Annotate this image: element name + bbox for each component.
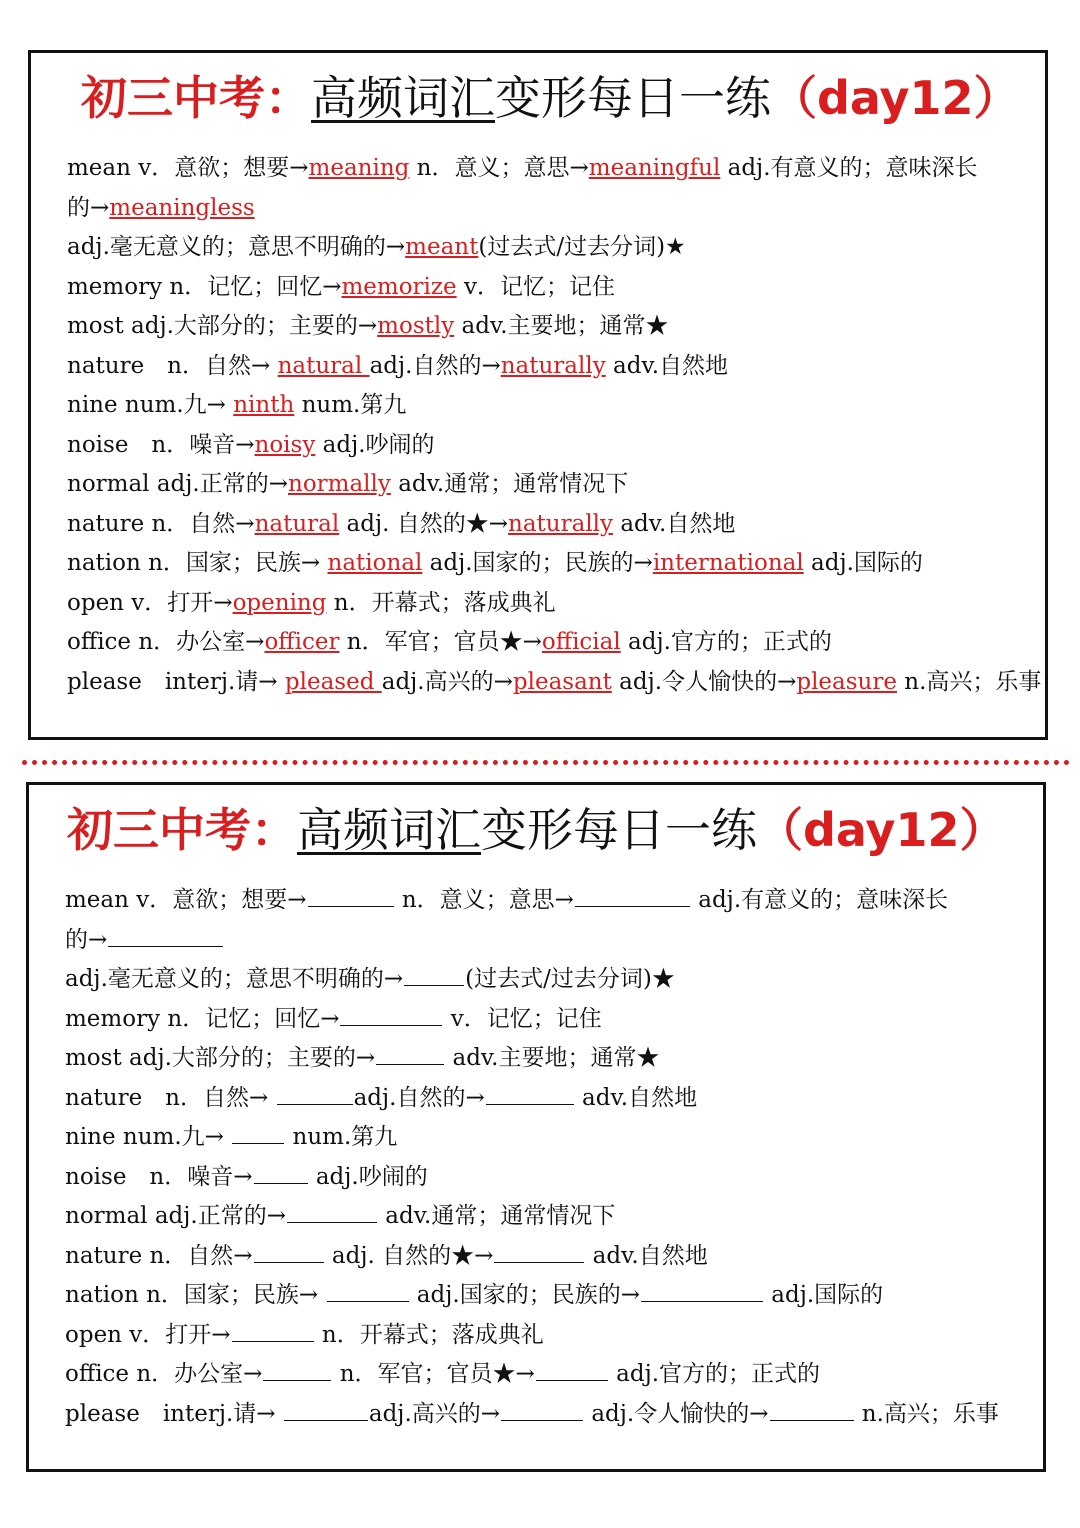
line-text: adj.有意义的；意味深长 [690, 887, 949, 913]
dotted-separator [22, 760, 1070, 765]
line-text: adv.自然地 [613, 510, 736, 537]
line-text: 的→ [65, 926, 108, 953]
line-text: num.第九 [285, 1124, 398, 1150]
title-rest: 变形每日一练 [481, 803, 757, 857]
vocab-line [67, 505, 1035, 545]
line-text: adj.国际的 [803, 550, 923, 576]
vocab-line [67, 386, 1035, 426]
answer-card [28, 50, 1048, 740]
answer-lines [67, 149, 1042, 702]
line-text: adj.吵闹的 [315, 431, 435, 458]
answer-blank[interactable] [404, 963, 464, 986]
line-text: adj.有意义的；意味深长 [720, 155, 978, 181]
answer-word: international [652, 550, 804, 576]
line-text: adj.毫无意义的；意思不明确的→ [65, 966, 404, 992]
line-text: nature n．自然→ [67, 510, 255, 537]
line-text: nine num.九→ [65, 1124, 232, 1150]
line-text: adj.令人愉快的→ [611, 668, 797, 695]
line-text: please interj.请→ [67, 668, 285, 695]
vocab-line [67, 307, 1035, 347]
card-title [81, 67, 1020, 129]
vocab-line [65, 1118, 1033, 1158]
line-text: adj. 自然的★→ [339, 510, 509, 537]
line-text: n.高兴；乐事 [896, 668, 1042, 695]
vocab-line [65, 1316, 1033, 1356]
line-text: adj.高兴的→ [381, 668, 513, 695]
title-underlined: 高频词汇 [297, 803, 481, 857]
line-text: open v．打开→ [65, 1321, 231, 1348]
answer-word: memorize [341, 273, 457, 300]
title-day: （day12） [771, 71, 1020, 125]
title-day: （day12） [757, 803, 1006, 857]
vocab-line [67, 584, 1035, 624]
vocab-line [65, 1079, 1033, 1119]
answer-blank[interactable] [486, 1082, 574, 1105]
line-text: adv.通常；通常情况下 [378, 1203, 616, 1229]
line-text: adj.国家的；民族的→ [422, 550, 653, 576]
line-text: adv.主要地；通常★ [454, 313, 669, 339]
line-text: office n．办公室→ [65, 1361, 263, 1387]
vocab-line [65, 921, 1033, 961]
answer-word: noisy [254, 431, 316, 458]
line-text: office n．办公室→ [67, 629, 265, 655]
answer-blank[interactable] [232, 1319, 314, 1342]
answer-blank[interactable] [376, 1042, 444, 1065]
line-text: nature n．自然→ [65, 1242, 253, 1269]
line-text: adj.官方的；正式的 [620, 629, 832, 655]
line-text: adj.官方的；正式的 [608, 1361, 821, 1387]
line-text: adj.高兴的→ [368, 1400, 501, 1427]
line-text: num.第九 [294, 392, 407, 418]
answer-word: mostly [377, 313, 455, 339]
line-text: adv.自然地 [585, 1242, 708, 1269]
vocab-line [65, 1039, 1033, 1079]
title-prefix: 初三中考： [81, 71, 311, 125]
answer-blank[interactable] [284, 1398, 368, 1421]
vocab-line [67, 465, 1035, 505]
vocab-line [65, 1276, 1033, 1316]
answer-blank[interactable] [641, 1279, 763, 1302]
line-text: adj.自然的→ [353, 1084, 485, 1111]
answer-word: naturally [500, 352, 606, 379]
vocab-line [67, 623, 1035, 663]
answer-word: pleasant [512, 668, 612, 695]
vocab-line [67, 149, 1035, 189]
answer-word: naturally [508, 510, 614, 537]
answer-word: official [541, 629, 621, 655]
answer-word: normally [288, 471, 391, 497]
vocab-line [65, 881, 1033, 921]
line-text: open v．打开→ [67, 589, 233, 616]
line-text: memory n．记忆；回忆→ [65, 1005, 340, 1032]
line-text: n.高兴；乐事 [854, 1400, 999, 1427]
answer-word: pleased [284, 668, 382, 695]
line-text: adv.主要地；通常★ [445, 1045, 660, 1071]
title-rest: 变形每日一练 [495, 71, 771, 125]
vocab-line [67, 347, 1035, 387]
line-text: nature n．自然→ [67, 352, 278, 379]
line-text: n．开幕式；落成典礼 [326, 589, 556, 616]
answer-blank[interactable] [770, 1398, 854, 1421]
line-text: v．记忆；记住 [456, 273, 615, 300]
line-text: normal adj.正常的→ [65, 1203, 286, 1229]
answer-word: ninth [233, 392, 295, 418]
line-text: adv.自然地 [605, 352, 729, 379]
title-underlined: 高频词汇 [311, 71, 495, 125]
line-text: adv.自然地 [574, 1084, 698, 1111]
vocab-line [65, 1355, 1033, 1395]
answer-word: meant [405, 234, 479, 260]
answer-blank[interactable] [575, 884, 690, 907]
answer-blank[interactable] [263, 1358, 331, 1381]
line-text: adj.吵闹的 [308, 1163, 428, 1190]
answer-word: natural [277, 352, 370, 379]
line-text: most adj.大部分的；主要的→ [67, 313, 378, 339]
vocab-line [67, 544, 1035, 584]
line-text: (过去式/过去分词)★ [465, 966, 675, 992]
answer-blank[interactable] [108, 924, 223, 947]
answer-word: national [327, 550, 423, 576]
vocab-line [65, 1197, 1033, 1237]
line-text: n．开幕式；落成典礼 [314, 1321, 544, 1348]
line-text: adj.国际的 [763, 1282, 884, 1308]
exercise-card [26, 782, 1046, 1472]
answer-word: officer [264, 629, 340, 655]
answer-blank[interactable] [501, 1398, 583, 1421]
answer-word: opening [232, 589, 327, 616]
title-prefix: 初三中考： [67, 803, 297, 857]
vocab-line [67, 426, 1035, 466]
exercise-lines [65, 881, 1033, 1434]
line-text: nation n．国家；民族→ [65, 1282, 326, 1308]
line-text: n．军官；官员★→ [332, 1361, 535, 1387]
vocab-line [67, 189, 1035, 229]
line-text: adv.通常；通常情况下 [390, 471, 629, 497]
answer-word: natural [254, 510, 340, 537]
vocab-line [65, 1395, 1033, 1435]
vocab-line [65, 1237, 1033, 1277]
line-text: adj. 自然的★→ [324, 1242, 494, 1269]
line-text: n．军官；官员★→ [339, 629, 542, 655]
answer-word: meaning [308, 155, 410, 181]
vocab-line [67, 268, 1035, 308]
answer-blank[interactable] [277, 1082, 353, 1105]
line-text: noise n．噪音→ [67, 431, 255, 458]
answer-blank[interactable] [340, 1003, 442, 1026]
answer-blank[interactable] [232, 1121, 284, 1144]
line-text: n．意义；意思→ [394, 887, 574, 913]
answer-word: meaningful [588, 155, 721, 181]
line-text: noise n．噪音→ [65, 1163, 253, 1190]
line-text: please interj.请→ [65, 1400, 283, 1427]
answer-blank[interactable] [536, 1358, 608, 1381]
vocab-line [65, 1158, 1033, 1198]
line-text: most adj.大部分的；主要的→ [65, 1045, 376, 1071]
vocab-line [65, 1000, 1033, 1040]
line-text: v．记忆；记住 [443, 1005, 602, 1032]
line-text: adj.毫无意义的；意思不明确的→ [67, 234, 406, 260]
answer-blank[interactable] [494, 1240, 584, 1263]
line-text: n．意义；意思→ [409, 155, 589, 181]
answer-blank[interactable] [254, 1240, 324, 1263]
answer-blank[interactable] [254, 1161, 308, 1184]
line-text: nine num.九→ [67, 392, 234, 418]
line-text: nature n．自然→ [65, 1084, 276, 1111]
line-text: adj.令人愉快的→ [584, 1400, 769, 1427]
vocab-line [67, 663, 1042, 703]
answer-word: pleasure [796, 668, 897, 695]
line-text: memory n．记忆；回忆→ [67, 273, 342, 300]
line-text: adj.自然的→ [369, 352, 501, 379]
line-text: adj.国家的；民族的→ [409, 1282, 640, 1308]
line-text: (过去式/过去分词)★ [478, 234, 686, 260]
line-text: mean v．意欲；想要→ [67, 155, 309, 181]
line-text: mean v．意欲；想要→ [65, 887, 307, 913]
answer-word: meaningless [109, 194, 255, 221]
card-title [67, 799, 1006, 861]
line-text: normal adj.正常的→ [67, 471, 288, 497]
answer-blank[interactable] [308, 884, 394, 907]
answer-blank[interactable] [287, 1200, 377, 1223]
vocab-line [67, 228, 1035, 268]
answer-blank[interactable] [327, 1279, 409, 1302]
vocab-line [65, 960, 1033, 1000]
line-text: nation n．国家；民族→ [67, 550, 328, 576]
line-text: 的→ [67, 194, 110, 221]
